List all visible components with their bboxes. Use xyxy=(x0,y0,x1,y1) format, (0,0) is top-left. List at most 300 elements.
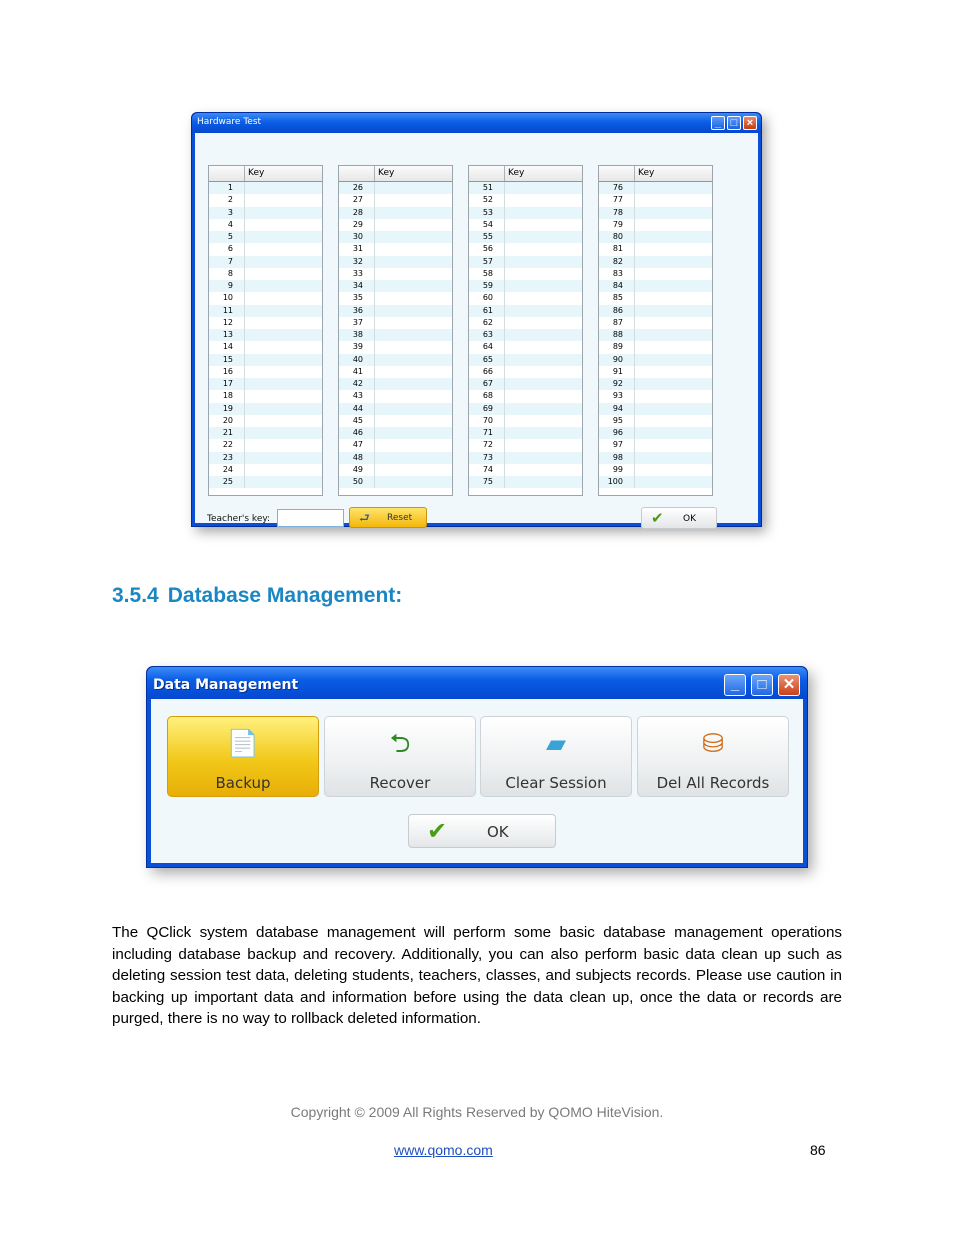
row-divider xyxy=(235,182,245,194)
table-row[interactable] xyxy=(469,427,582,439)
table-row[interactable] xyxy=(339,488,452,496)
key-value-cell xyxy=(245,354,322,366)
key-value-cell xyxy=(635,243,712,255)
table-row[interactable] xyxy=(469,243,582,255)
key-value-cell xyxy=(375,329,452,341)
table-row[interactable] xyxy=(599,354,712,366)
ok-label: OK xyxy=(683,514,696,524)
key-value-cell xyxy=(245,207,322,219)
key-table-body xyxy=(339,182,452,496)
row-divider xyxy=(625,476,635,488)
key-value-cell xyxy=(245,415,322,427)
teacher-key-input[interactable] xyxy=(277,509,344,527)
table-row[interactable] xyxy=(599,415,712,427)
table-row[interactable] xyxy=(599,182,712,194)
key-value-cell xyxy=(375,390,452,402)
key-value-cell xyxy=(375,231,452,243)
key-number: 39 xyxy=(352,342,363,352)
table-row[interactable] xyxy=(209,268,322,280)
table-row[interactable] xyxy=(209,488,322,496)
table-row[interactable] xyxy=(209,341,322,353)
table-row[interactable] xyxy=(209,256,322,268)
table-row[interactable] xyxy=(599,476,712,488)
row-divider xyxy=(235,476,245,488)
key-number: 83 xyxy=(612,268,623,278)
row-divider xyxy=(365,452,375,464)
table-row[interactable] xyxy=(469,317,582,329)
table-row[interactable] xyxy=(469,256,582,268)
table-row[interactable] xyxy=(209,182,322,194)
table-row[interactable] xyxy=(469,464,582,476)
key-value-cell xyxy=(245,231,322,243)
key-number: 97 xyxy=(612,440,623,450)
return-arrow-icon: ⮐ xyxy=(359,511,370,525)
table-row[interactable] xyxy=(339,476,452,488)
row-divider xyxy=(625,182,635,194)
key-number: 21 xyxy=(222,428,233,437)
table-row[interactable] xyxy=(469,219,582,231)
row-divider xyxy=(365,207,375,219)
key-table-header xyxy=(209,166,322,182)
key-value-cell xyxy=(635,476,712,488)
table-row[interactable] xyxy=(469,378,582,390)
eraser-icon: ▰ xyxy=(546,728,566,758)
key-value-cell xyxy=(635,439,712,451)
row-divider xyxy=(495,452,505,464)
table-row[interactable] xyxy=(209,280,322,292)
key-number: 44 xyxy=(352,403,363,413)
table-row[interactable] xyxy=(209,427,322,439)
table-row[interactable] xyxy=(469,476,582,488)
row-divider xyxy=(235,305,245,317)
table-row[interactable] xyxy=(599,488,712,496)
row-divider xyxy=(235,415,245,427)
key-table-body xyxy=(209,182,322,496)
table-row[interactable] xyxy=(599,464,712,476)
table-row[interactable] xyxy=(469,292,582,304)
key-value-cell xyxy=(375,243,452,255)
key-number: 69 xyxy=(482,403,493,413)
key-number: 66 xyxy=(482,366,493,376)
table-row[interactable] xyxy=(599,231,712,243)
key-number: 80 xyxy=(612,232,623,241)
key-table-3[interactable] xyxy=(468,165,583,496)
key-value-cell xyxy=(375,415,452,427)
key-number: 82 xyxy=(612,256,623,266)
close-icon: × xyxy=(746,117,754,129)
key-number: 9 xyxy=(227,281,233,290)
key-table-4[interactable] xyxy=(598,165,713,496)
table-row[interactable] xyxy=(339,378,452,390)
row-divider xyxy=(235,329,245,341)
key-number: 73 xyxy=(482,452,493,462)
clear-session-label: Clear Session xyxy=(505,774,607,792)
hardware-test-title: Hardware Test xyxy=(197,117,262,127)
key-column-header: Key xyxy=(638,168,655,178)
document-stack-icon: 📄 xyxy=(226,728,260,758)
table-row[interactable] xyxy=(209,317,322,329)
key-value-cell xyxy=(635,464,712,476)
table-row[interactable] xyxy=(599,280,712,292)
del-all-records-button[interactable] xyxy=(637,716,789,797)
key-value-cell xyxy=(635,305,712,317)
row-divider xyxy=(365,403,375,415)
key-value-cell xyxy=(245,366,322,378)
key-value-cell xyxy=(245,243,322,255)
key-value-cell xyxy=(245,439,322,451)
table-row[interactable] xyxy=(599,317,712,329)
row-divider xyxy=(365,390,375,402)
table-row[interactable] xyxy=(209,439,322,451)
table-row[interactable] xyxy=(339,231,452,243)
key-number: 90 xyxy=(612,354,623,364)
key-number: 86 xyxy=(612,305,623,315)
key-number: 28 xyxy=(352,207,363,217)
hardware-ok-button[interactable] xyxy=(641,507,717,529)
key-number: 92 xyxy=(612,379,623,388)
table-row[interactable] xyxy=(469,182,582,194)
key-value-cell xyxy=(635,231,712,243)
recover-button[interactable] xyxy=(324,716,476,797)
table-row[interactable] xyxy=(469,403,582,415)
table-row[interactable] xyxy=(339,268,452,280)
row-divider xyxy=(625,439,635,451)
table-row[interactable] xyxy=(339,390,452,402)
table-row[interactable] xyxy=(599,243,712,255)
key-value-cell xyxy=(375,403,452,415)
key-value-cell xyxy=(245,427,322,439)
key-value-cell xyxy=(505,439,582,451)
minimize-icon: _ xyxy=(730,676,740,693)
key-value-cell xyxy=(505,243,582,255)
table-row[interactable] xyxy=(469,390,582,402)
table-row[interactable] xyxy=(599,207,712,219)
key-number: 58 xyxy=(482,268,493,278)
key-value-cell xyxy=(245,182,322,194)
key-number: 55 xyxy=(482,232,493,241)
key-value-cell xyxy=(375,207,452,219)
row-divider xyxy=(365,292,375,304)
table-row[interactable] xyxy=(209,231,322,243)
key-value-cell xyxy=(245,268,322,280)
table-row[interactable] xyxy=(469,341,582,353)
row-divider xyxy=(365,415,375,427)
key-value-cell xyxy=(245,341,322,353)
row-divider xyxy=(625,366,635,378)
table-row[interactable] xyxy=(599,439,712,451)
table-row[interactable] xyxy=(469,268,582,280)
table-row[interactable] xyxy=(209,194,322,206)
key-value-cell xyxy=(505,403,582,415)
row-divider xyxy=(365,427,375,439)
key-value-cell xyxy=(375,256,452,268)
table-row[interactable] xyxy=(469,305,582,317)
table-row[interactable] xyxy=(339,317,452,329)
key-value-cell xyxy=(375,317,452,329)
key-number: 100 xyxy=(607,477,623,486)
key-value-cell xyxy=(375,366,452,378)
body-paragraph: The QClick system database management will perform some basic database management operations including database backup and recovery. Additionally, you can also perform basic data clean up such as deleting session test data, deleting students, teachers, classes, and subjects records. Please use caution in backing up important data and information before using the data clean up, once the data or records are purged, there is no way to rollback deleted information. xyxy=(112,924,842,1028)
key-value-cell xyxy=(505,354,582,366)
table-row[interactable] xyxy=(339,292,452,304)
row-divider xyxy=(625,452,635,464)
row-divider xyxy=(235,292,245,304)
row-divider xyxy=(495,280,505,292)
key-number: 79 xyxy=(612,219,623,229)
key-number: 8 xyxy=(227,268,233,278)
table-row[interactable] xyxy=(209,378,322,390)
key-number: 15 xyxy=(222,354,233,364)
table-row[interactable] xyxy=(599,256,712,268)
row-divider xyxy=(495,464,505,476)
row-divider xyxy=(365,256,375,268)
table-row[interactable] xyxy=(599,378,712,390)
clear-session-button[interactable] xyxy=(480,716,632,797)
close-button[interactable] xyxy=(743,116,757,130)
row-divider xyxy=(235,194,245,206)
row-divider xyxy=(495,292,505,304)
table-row[interactable] xyxy=(209,366,322,378)
row-divider xyxy=(235,427,245,439)
key-value-cell xyxy=(375,182,452,194)
row-divider xyxy=(625,341,635,353)
key-value-cell xyxy=(505,292,582,304)
table-row[interactable] xyxy=(469,194,582,206)
key-number: 57 xyxy=(482,256,493,266)
table-row[interactable] xyxy=(599,219,712,231)
table-row[interactable] xyxy=(469,439,582,451)
key-number: 91 xyxy=(612,366,623,376)
minimize-icon: _ xyxy=(714,117,722,129)
table-row[interactable] xyxy=(209,415,322,427)
key-number: 67 xyxy=(482,379,493,388)
row-divider xyxy=(365,305,375,317)
key-value-cell xyxy=(375,452,452,464)
key-number: 11 xyxy=(222,305,233,315)
key-number: 52 xyxy=(482,195,493,205)
table-row[interactable] xyxy=(339,256,452,268)
row-divider xyxy=(365,439,375,451)
table-row[interactable] xyxy=(599,366,712,378)
minimize-button[interactable] xyxy=(724,674,746,696)
key-value-cell xyxy=(635,354,712,366)
key-value-cell xyxy=(375,194,452,206)
key-value-cell xyxy=(245,403,322,415)
key-number: 25 xyxy=(222,477,233,486)
key-value-cell xyxy=(245,317,322,329)
qomo-website-link[interactable]: www.qomo.com xyxy=(394,1142,493,1158)
table-row[interactable] xyxy=(339,452,452,464)
table-row[interactable] xyxy=(469,280,582,292)
table-row[interactable] xyxy=(209,390,322,402)
table-row[interactable] xyxy=(339,182,452,194)
table-row[interactable] xyxy=(209,464,322,476)
table-row[interactable] xyxy=(209,305,322,317)
backup-button[interactable] xyxy=(167,716,319,797)
key-value-cell xyxy=(635,403,712,415)
row-divider xyxy=(365,182,375,194)
key-table-body xyxy=(469,182,582,496)
key-number: 78 xyxy=(612,207,623,217)
key-value-cell xyxy=(375,439,452,451)
table-row[interactable] xyxy=(469,354,582,366)
key-table-body xyxy=(599,182,712,496)
table-row[interactable] xyxy=(209,354,322,366)
key-number: 51 xyxy=(482,183,493,192)
row-divider xyxy=(365,366,375,378)
table-row[interactable] xyxy=(339,464,452,476)
maximize-icon: □ xyxy=(730,117,738,129)
key-value-cell xyxy=(245,305,322,317)
row-divider xyxy=(235,378,245,390)
row-divider xyxy=(235,243,245,255)
reset-button[interactable] xyxy=(349,507,427,528)
table-row[interactable] xyxy=(339,427,452,439)
table-row[interactable] xyxy=(599,305,712,317)
table-row[interactable] xyxy=(209,403,322,415)
key-value-cell xyxy=(635,219,712,231)
table-row[interactable] xyxy=(599,403,712,415)
row-divider xyxy=(625,231,635,243)
key-number: 42 xyxy=(352,379,363,388)
key-number: 34 xyxy=(352,281,363,290)
table-row[interactable] xyxy=(599,329,712,341)
row-divider xyxy=(495,182,505,194)
table-row[interactable] xyxy=(339,354,452,366)
row-divider xyxy=(365,378,375,390)
key-value-cell xyxy=(245,452,322,464)
key-number: 95 xyxy=(612,415,623,425)
table-row[interactable] xyxy=(599,341,712,353)
table-row[interactable] xyxy=(339,329,452,341)
table-row[interactable] xyxy=(339,366,452,378)
key-number: 30 xyxy=(352,232,363,241)
row-divider xyxy=(235,403,245,415)
key-number: 62 xyxy=(482,317,493,327)
key-value-cell xyxy=(375,219,452,231)
key-value-cell xyxy=(245,378,322,390)
key-number: 98 xyxy=(612,452,623,462)
close-button[interactable] xyxy=(778,674,800,696)
table-row[interactable] xyxy=(469,231,582,243)
row-divider xyxy=(495,268,505,280)
row-divider xyxy=(625,317,635,329)
key-number: 24 xyxy=(222,464,233,474)
table-row[interactable] xyxy=(469,366,582,378)
data-management-ok-button[interactable] xyxy=(408,814,556,848)
table-row[interactable] xyxy=(599,390,712,402)
hardware-test-title-bar[interactable] xyxy=(192,113,761,133)
table-row[interactable] xyxy=(339,219,452,231)
key-value-cell xyxy=(375,280,452,292)
table-row[interactable] xyxy=(339,439,452,451)
table-row[interactable] xyxy=(469,452,582,464)
key-value-cell xyxy=(375,378,452,390)
key-number: 60 xyxy=(482,293,493,303)
key-value-cell xyxy=(505,452,582,464)
maximize-button[interactable] xyxy=(727,116,741,130)
row-divider xyxy=(495,403,505,415)
table-row[interactable] xyxy=(209,243,322,255)
key-number: 74 xyxy=(482,464,493,474)
recover-label: Recover xyxy=(369,774,431,792)
table-row[interactable] xyxy=(339,207,452,219)
key-number: 88 xyxy=(612,330,623,339)
key-value-cell xyxy=(635,292,712,304)
table-row[interactable] xyxy=(599,194,712,206)
key-column-header: Key xyxy=(508,168,525,178)
row-divider xyxy=(625,464,635,476)
table-row[interactable] xyxy=(209,476,322,488)
key-table-2[interactable] xyxy=(338,165,453,496)
key-table-1[interactable] xyxy=(208,165,323,496)
table-row[interactable] xyxy=(339,341,452,353)
minimize-button[interactable] xyxy=(711,116,725,130)
key-number: 23 xyxy=(222,452,233,462)
key-number: 54 xyxy=(482,219,493,229)
table-row[interactable] xyxy=(469,207,582,219)
table-row[interactable] xyxy=(339,194,452,206)
table-row[interactable] xyxy=(469,488,582,496)
data-management-title-bar[interactable] xyxy=(147,667,807,699)
close-icon: ✕ xyxy=(782,676,796,693)
key-value-cell xyxy=(505,415,582,427)
table-row[interactable] xyxy=(339,403,452,415)
section-number: 3.5.4 xyxy=(112,584,159,607)
key-number: 84 xyxy=(612,281,623,290)
table-row[interactable] xyxy=(209,207,322,219)
table-row[interactable] xyxy=(599,452,712,464)
key-value-cell xyxy=(635,329,712,341)
maximize-button[interactable] xyxy=(751,674,773,696)
key-table-header xyxy=(339,166,452,182)
key-value-cell xyxy=(505,317,582,329)
row-divider xyxy=(365,341,375,353)
table-row[interactable] xyxy=(469,329,582,341)
key-number: 38 xyxy=(352,330,363,339)
key-value-cell xyxy=(245,476,322,488)
table-row[interactable] xyxy=(599,268,712,280)
table-row[interactable] xyxy=(209,329,322,341)
key-number: 49 xyxy=(352,464,363,474)
row-divider xyxy=(365,354,375,366)
row-divider xyxy=(495,427,505,439)
table-row[interactable] xyxy=(339,415,452,427)
table-row[interactable] xyxy=(209,292,322,304)
key-number: 20 xyxy=(222,415,233,425)
table-row[interactable] xyxy=(469,415,582,427)
key-value-cell xyxy=(245,292,322,304)
key-value-cell xyxy=(635,415,712,427)
key-value-cell xyxy=(635,207,712,219)
row-divider xyxy=(235,354,245,366)
table-row[interactable] xyxy=(599,292,712,304)
table-row[interactable] xyxy=(209,219,322,231)
row-divider xyxy=(495,329,505,341)
table-row[interactable] xyxy=(339,305,452,317)
key-value-cell xyxy=(245,219,322,231)
row-divider xyxy=(235,452,245,464)
hardware-test-window xyxy=(191,112,762,527)
table-row[interactable] xyxy=(339,243,452,255)
key-number: 16 xyxy=(222,366,233,376)
key-number: 32 xyxy=(352,256,363,266)
page-number: 86 xyxy=(810,1142,826,1158)
table-row[interactable] xyxy=(599,427,712,439)
table-row[interactable] xyxy=(339,280,452,292)
table-row[interactable] xyxy=(209,452,322,464)
checkmark-icon: ✔ xyxy=(651,509,664,527)
